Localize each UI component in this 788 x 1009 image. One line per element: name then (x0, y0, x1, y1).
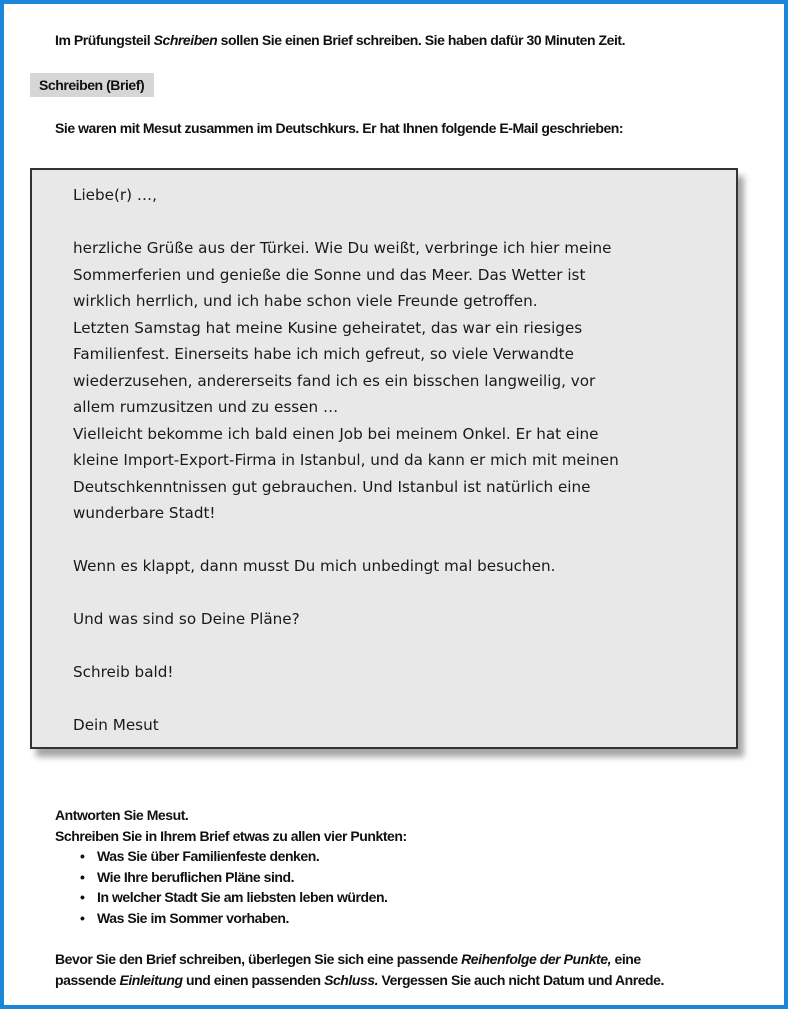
closing-a: Bevor Sie den Brief schreiben, überlegen Sie sich eine passende (55, 951, 462, 967)
task-line-1: Antworten Sie Mesut. (55, 807, 189, 823)
letter-line: Familienfest. Einerseits habe ich mich gefreut, so viele Verwandte (73, 345, 574, 363)
letter-line: wirklich herrlich, und ich habe schon viele Freunde getroffen. (73, 292, 538, 310)
closing-line-1 (55, 949, 664, 970)
task-point: • In welcher Stadt Sie am liebsten leben würden. (55, 887, 407, 908)
letter-line: Letzten Samstag hat meine Kusine geheiratet, das war ein riesiges (73, 318, 583, 337)
letter-line (73, 633, 619, 660)
task-point: • Was Sie über Familienfeste denken. (55, 846, 407, 867)
letter-line: allem rumzusitzen und zu essen … (73, 398, 339, 416)
letter-line: Sommerferien und genieße die Sonne und das Meer. Das Wetter ist (73, 265, 586, 284)
intro-text (55, 30, 625, 51)
letter-line (73, 209, 619, 236)
letter-line: Dein Mesut (73, 716, 159, 734)
email-letter-box (30, 168, 738, 749)
letter-line (73, 580, 619, 607)
task-line-2: Schreiben Sie in Ihrem Brief etwas zu allen vier Punkten: (55, 827, 407, 844)
closing-c: eine (611, 951, 641, 967)
letter-line: Und was sind so Deine Pläne? (73, 610, 300, 628)
closing-e: Einleitung (119, 971, 183, 988)
task-block (55, 805, 407, 928)
intro-emphasis: Schreiben (153, 32, 218, 48)
context-text: Sie waren mit Mesut zusammen im Deutschkurs. Er hat Ihnen folgende E-Mail geschrieben: (55, 120, 624, 136)
letter-line: Vielleicht bekomme ich bald einen Job bei meinem Onkel. Er hat eine (73, 424, 599, 443)
letter-line: Liebe(r) …, (73, 186, 157, 204)
letter-line: wiederzusehen, andererseits fand ich es ein bisschen langweilig, vor (73, 371, 596, 390)
letter-line: kleine Import-Export-Firma in Istanbul, und da kann er mich mit meinen (73, 451, 619, 469)
task-points (55, 846, 407, 928)
letter-line: wunderbare Stadt! (73, 504, 216, 522)
closing-d: passende (55, 971, 120, 988)
task-point: • Wie Ihre beruflichen Pläne sind. (55, 867, 407, 888)
intro-pre: Im Prüfungsteil (55, 32, 154, 48)
letter-line: herzliche Grüße aus der Türkei. Wie Du weißt, verbringe ich hier meine (73, 239, 612, 257)
closing-line-2 (55, 970, 664, 991)
letter-line (73, 527, 619, 554)
letter-line (73, 686, 619, 713)
intro-post: sollen Sie einen Brief schreiben. Sie haben dafür 30 Minuten Zeit. (217, 32, 626, 48)
closing-b: Reihenfolge der Punkte, (461, 951, 612, 967)
closing-g: Schluss. (324, 971, 379, 988)
closing-h: Vergessen Sie auch nicht Datum und Anrede. (378, 971, 664, 988)
letter-line: Wenn es klappt, dann musst Du mich unbedingt mal besuchen. (73, 557, 556, 575)
letter-line: Schreib bald! (73, 663, 174, 681)
letter-line: Deutschkenntnissen gut gebrauchen. Und Istanbul ist natürlich eine (73, 477, 591, 496)
task-point: • Was Sie im Sommer vorhaben. (55, 908, 407, 929)
closing-text (55, 949, 664, 990)
letter-body (73, 182, 619, 739)
section-tag: Schreiben (Brief) (30, 73, 154, 97)
closing-f: und einen passenden (182, 971, 325, 988)
